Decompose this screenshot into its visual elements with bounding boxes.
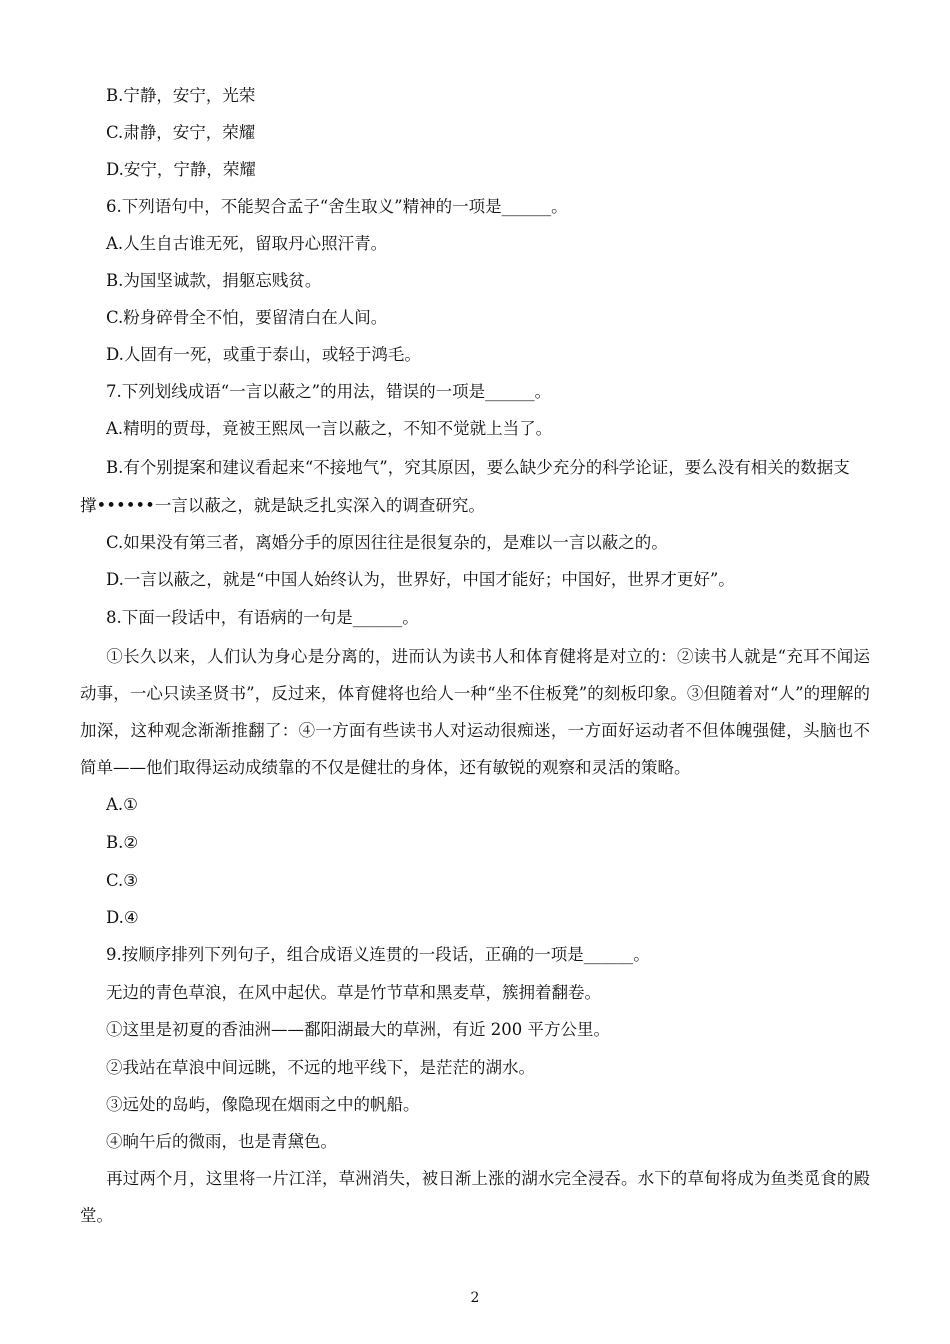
q7-option-c: C.如果没有第三者，离婚分手的原因往往是很复杂的，是难以一言以蔽之的。 — [106, 533, 668, 552]
q9-sentence-2: ②我站在草浪中间远眺，不远的地平线下，是茫茫的湖水。 — [106, 1058, 535, 1077]
q6-option-b: B.为国坚诚款，捐躯忘贱贫。 — [106, 271, 322, 290]
q8-option-b: B.② — [106, 833, 139, 852]
q9-outro — [80, 1160, 870, 1234]
q8-stem: 8.下面一段话中，有语病的一句是______。 — [106, 608, 419, 627]
q7-option-a: A.精明的贾母，竟被王熙凤一言以蔽之，不知不觉就上当了。 — [106, 419, 553, 438]
q5-option-b: B.宁静，安宁，光荣 — [106, 86, 256, 105]
q7-option-b-line1: B.有个别提案和建议看起来“不接地气”，究其原因，要么缺少充分的科学论证，要么没有相关的数据支 — [106, 458, 850, 477]
q8-passage-text: ①长久以来，人们认为身心是分离的，进而认为读书人和体育健将是对立的：②读书人就是“充耳不闻运动事，一心只读圣贤书”，反过来，体育健将也给人一种“坐不住板凳”的刻板印象。③但随着对“人”的理解的加深，这种观念渐渐推翻了：④一方面有些读书人对运动很痴迷，一方面好运动者不但体魄强健，头脑也不简单——他们取得运动成绩靠的不仅是健壮的身体，还有敏锐的观察和灵活的策略。 — [80, 647, 870, 777]
q9-outro-text: 再过两个月，这里将一片江洋，草洲消失，被日渐上涨的湖水完全浸吞。水下的草甸将成为鱼类觅食的殿堂。 — [80, 1169, 870, 1225]
q6-option-c: C.粉身碎骨全不怕，要留清白在人间。 — [106, 308, 388, 327]
q8-option-c: C.③ — [106, 871, 139, 890]
q8-passage — [80, 638, 870, 786]
q5-option-d: D.安宁，宁静，荣耀 — [106, 160, 256, 179]
q9-intro: 无边的青色草浪，在风中起伏。草是竹节草和黑麦草，簇拥着翻卷。 — [106, 983, 601, 1002]
q6-stem: 6.下列语句中，不能契合孟子“舍生取义”精神的一项是______。 — [106, 197, 568, 216]
q9-sentence-4: ④晌午后的微雨，也是青黛色。 — [106, 1132, 337, 1151]
page-number: 2 — [470, 1290, 480, 1306]
q7-option-b-line2: 撑••••••一言以蔽之，就是缺乏扎实深入的调查研究。 — [80, 496, 485, 515]
q9-sentence-3: ③远处的岛屿，像隐现在烟雨之中的帆船。 — [106, 1095, 420, 1114]
q6-option-a: A.人生自古谁无死，留取丹心照汗青。 — [106, 234, 388, 253]
q9-stem: 9.按顺序排列下列句子，组合成语义连贯的一段话，正确的一项是______。 — [106, 945, 650, 964]
q8-option-a: A.① — [106, 795, 138, 814]
q8-option-d: D.④ — [106, 908, 139, 927]
q7-option-d: D.一言以蔽之，就是“中国人始终认为，世界好，中国才能好；中国好，世界才更好”。 — [106, 570, 735, 589]
q9-sentence-1: ①这里是初夏的香油洲——鄱阳湖最大的草洲，有近 200 平方公里。 — [106, 1020, 610, 1039]
q6-option-d: D.人固有一死，或重于泰山，或轻于鸿毛。 — [106, 345, 421, 364]
q5-option-c: C.肃静，安宁，荣耀 — [106, 123, 256, 142]
q7-stem: 7.下列划线成语“一言以蔽之”的用法，错误的一项是______。 — [106, 382, 552, 401]
